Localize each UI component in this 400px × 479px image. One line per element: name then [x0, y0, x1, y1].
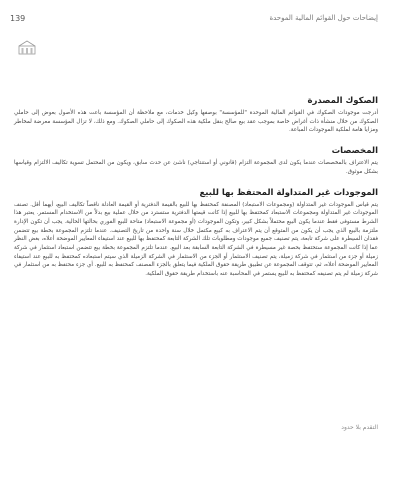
- section-issued-sukuk: [14, 95, 378, 135]
- building-logo-icon: [18, 40, 36, 55]
- section-heading: الصكوك المصدرة: [307, 96, 378, 106]
- paragraph: يتم قياس الموجودات غير المتداولة (ومجموعات الاستبعاد) المصنفة كمحتفظ بها للبيع بالقيمة الدفترية أو القيمة العادلة ناقصاً تكاليف البيع، أيهما أقل. تصنف الموجودات غير المتداولة ومجموعات الاستبعاد كمحتفظ بها للبيع إذا كانت قيمتها الدفترية ستسترد من خلال عملية بيع بدلاً من الاستخدام المستمر. يعتبر هذا الشرط مستوفى فقط عندما يكون البيع محتملاً بشكل كبير، وتكون الموجودات (أو مجموعة الاستبعاد) متاحة للبيع الفوري بحالتها الحالية. يجب أن تكون الإدارة ملتزمة بالبيع الذي يجب أن يكون من المتوقع أن يتم الاعتراف به كبيع مكتمل خلال سنة واحدة من تاريخ التصنيف. عندما تلتزم المجموعة بخطة بيع تتضمن فقدان السيطرة على شركة تابعة، يتم تصنيف جميع موجودات ومطلوبات تلك الشركة التابعة كمحتفظ بها للبيع عند استيفاء المعايير الموضحة أعلاه، بغض النظر عما إذا كانت المجموعة ستحتفظ بحصة غير مسيطرة في الشركة التابعة السابقة بعد البيع. عندما تلتزم المجموعة بخطة بيع تتضمن استبعاد استثمار في شركة زميلة أو جزء من استثمار في شركة زميلة، يتم تصنيف الاستثمار أو الجزء من الاستثمار في الشركة الزميلة الذي سيتم استبعاده كمحتفظ به للبيع عند استيفاء المعايير الموضحة أعلاه، ثم، تتوقف المجموعة عن تطبيق طريقة حقوق الملكية فيما يتعلق بالجزء المصنف كمحتفظ به للبيع. أي جزء محتفظ به من استثمار في شركة زميلة لم يتم تصنيفه كمحتفظ به للبيع يستمر في المحاسبة عنه باستخدام طريقة حقوق الملكية.: [14, 201, 378, 278]
- page-header: [10, 14, 378, 26]
- footer-tagline: التقدم بلا حدود: [341, 424, 378, 431]
- section-heading: المخصصات: [331, 146, 378, 157]
- paragraph: أدرجت موجودات الصكوك في القوائم المالية الموحدة "للمؤسسة" بوصفها وكيل خدمات، مع ملاحظة أن المؤسسة باعت هذه الأصول بعوض إلى حاملي الصكوك من خلال منشأة ذات أغراض خاصة بموجب عقد بيع صالح بنقل ملكية هذه الصكوك إلى حاملي الصكوك. ومع ذلك، لا تزال المؤسسة معرضة لمخاطر ومزايا هامة لملكية الموجودات المباعة.: [14, 110, 378, 134]
- running-title: إيضاحات حول القوائم المالية الموحدة: [269, 14, 378, 22]
- document-body: [14, 95, 378, 289]
- page-number: 139: [10, 14, 26, 23]
- section-heading: الموجودات غير المتداولة المحتفظ بها للبيع: [199, 187, 378, 198]
- section-assets-held-for-sale: [14, 187, 378, 279]
- section-provisions: [14, 145, 378, 176]
- paragraph: يتم الاعتراف بالمخصصات عندما يكون لدى المجموعة التزام (قانوني أو استنتاجي) ناشئ عن حدث سابق، ويكون من المحتمل تسوية تكاليف الالتزام وقياسها بشكل موثوق.: [14, 160, 378, 175]
